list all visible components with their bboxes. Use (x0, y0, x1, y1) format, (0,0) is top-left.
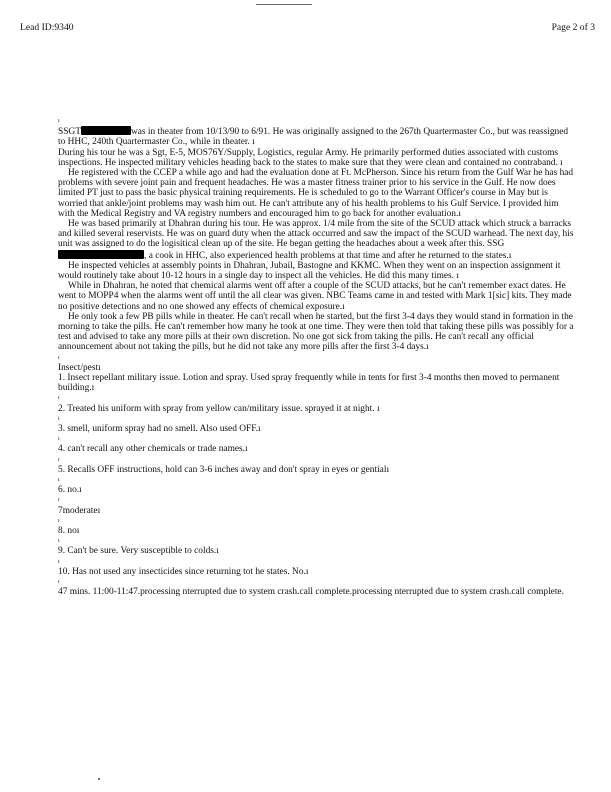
lead-id: Lead ID:9340 (20, 22, 74, 33)
text-after-redaction: was in theater from 10/13/90 to 6/91. He was originally assigned to the 267th Quartermaster Co., but was reassigned to HHC, 240th Quartermaster Co., while in theater. ı (58, 127, 569, 148)
paragraph (58, 219, 576, 261)
top-edge-line (256, 4, 312, 5)
paragraph: 7moderateı (58, 505, 101, 516)
scan-speck (98, 778, 100, 780)
paragraph-mark: ı (58, 118, 60, 124)
paragraph: 6. no.ı (58, 485, 82, 496)
paragraph-mark: ı (58, 578, 60, 585)
page-number: Page 2 of 3 (551, 22, 595, 33)
paragraph-mark: ı (58, 456, 60, 463)
paragraph: 5. Recalls OFF instructions, hold can 3-6 inches away and don't spray in eyes or gentialı (58, 464, 390, 475)
redaction-bar (81, 126, 131, 135)
paragraph: 10. Has not used any insecticides since returning tot he states. No.ı (58, 566, 309, 577)
paragraph-mark: ı (58, 354, 60, 361)
paragraph: 4. can't recall any other chemicals or trade names.ı (58, 444, 248, 455)
paragraph-mark: ı (58, 395, 60, 402)
paragraph-mark: ı (58, 497, 60, 504)
paragraph: 1. Insect repellant military issue. Lotion and spray. Used spray frequently while in tents for first 3-4 months then moved to permanent building.ı (58, 373, 560, 394)
document-body (58, 116, 576, 597)
paragraph: 9. Can't be sure. Very susceptible to colds.ı (58, 546, 219, 557)
redaction-bar (58, 250, 144, 259)
paragraph: 2. Treated his uniform with spray from yellow can/military issue. sprayed it at night. ı (58, 403, 380, 414)
paragraph-mark: ı (58, 477, 60, 484)
text-after-redaction: , a cook in HHC, also experienced health problems at that time and after he returned to the states.ı (144, 250, 512, 261)
paragraph: During his tour he was a Sgt, E-5, MOS76Y/Supply, Logistics, regular Army. He primarily performed duties associated with customs inspections. He inspected military vehicles heading back to the states to make sure that they were clean and contained no contraband. ı (58, 147, 563, 168)
paragraph-mark: ı (58, 436, 60, 443)
text-before-redaction: SSGT (58, 127, 81, 138)
paragraph (58, 126, 576, 147)
paragraph: 47 mins. 11:00-11:47.processing nterrupted due to system crash.call complete.processing nterrupted due to system crash.call complete. (58, 587, 564, 598)
paragraph-mark: ı (58, 558, 60, 565)
paragraph: Insect/pestı (58, 362, 101, 373)
text-before-redaction: He was based primarily at Dhahran during his tour. He was approx. 1/4 mile from the site of the SCUD attack which struck a barracks and killed several reservists. He was on guard duty when the attack occurred and saw the impact of the SCUD warhead. The next day, his unit was assigned to do the logisitical clean up of the site. He began getting the headaches about a week after this. SSG (58, 219, 574, 250)
paragraph: He registered with the CCEP a while ago and had the evaluation done at Ft. McPherson. Since his return from the Gulf War he has had problems with severe joint pain and frequent headaches. He was a master fitness trainer prior to his service in the Gulf. He now does limited PT just to pass the basic physical training requirements. He is scheduled to go to the Warrant Officer's course in May but is worried that ankle/joint problems may wash him out. He can't attribute any of his health problems to his Gulf Service. I provided him with the Medical Registry and VA registry numbers and encouraged him to go back for another evaluation.ı (58, 168, 574, 219)
paragraph-mark: ı (58, 538, 60, 545)
paragraph: 3. smell, uniform spray had no smell. Also used OFF.ı (58, 424, 261, 435)
paragraph: He inspected vehicles at assembly points in Dhahran, Jubail, Bastogne and KKMC. When they went on an inspection assignment it would routinely take about 10-12 hours in a single day to inspect all the vehicles. He did this many times. ı (58, 260, 561, 282)
paragraph: He only took a few PB pills while in theater. He can't recall when he started, but the first 3-4 days they would stand in formation in the morning to take the pills. He can't remember how many he took at one time. They were then told that taking these pills was possibly for a test and advised to take any more pills at their own discretion. No one got sick from taking the pills. He can't recall any official announcement about not taking the pills, but he did not take any more pills after the first 3-4 days.ı (58, 311, 574, 353)
paragraph-mark: ı (58, 517, 60, 524)
paragraph: While in Dhahran, he noted that chemical alarms went off after a couple of the SCUD attacks, but he can't remember exact dates. He went to MOPP4 when the alarms went off until the all clear was given. NBC Teams came in and tested with Mark 1[sic] kits. They made no positive detections and no one showed any effects of chemical exposure.ı (58, 281, 572, 312)
paragraph-mark: ı (58, 415, 60, 422)
paragraph: 8. noı (58, 525, 80, 536)
